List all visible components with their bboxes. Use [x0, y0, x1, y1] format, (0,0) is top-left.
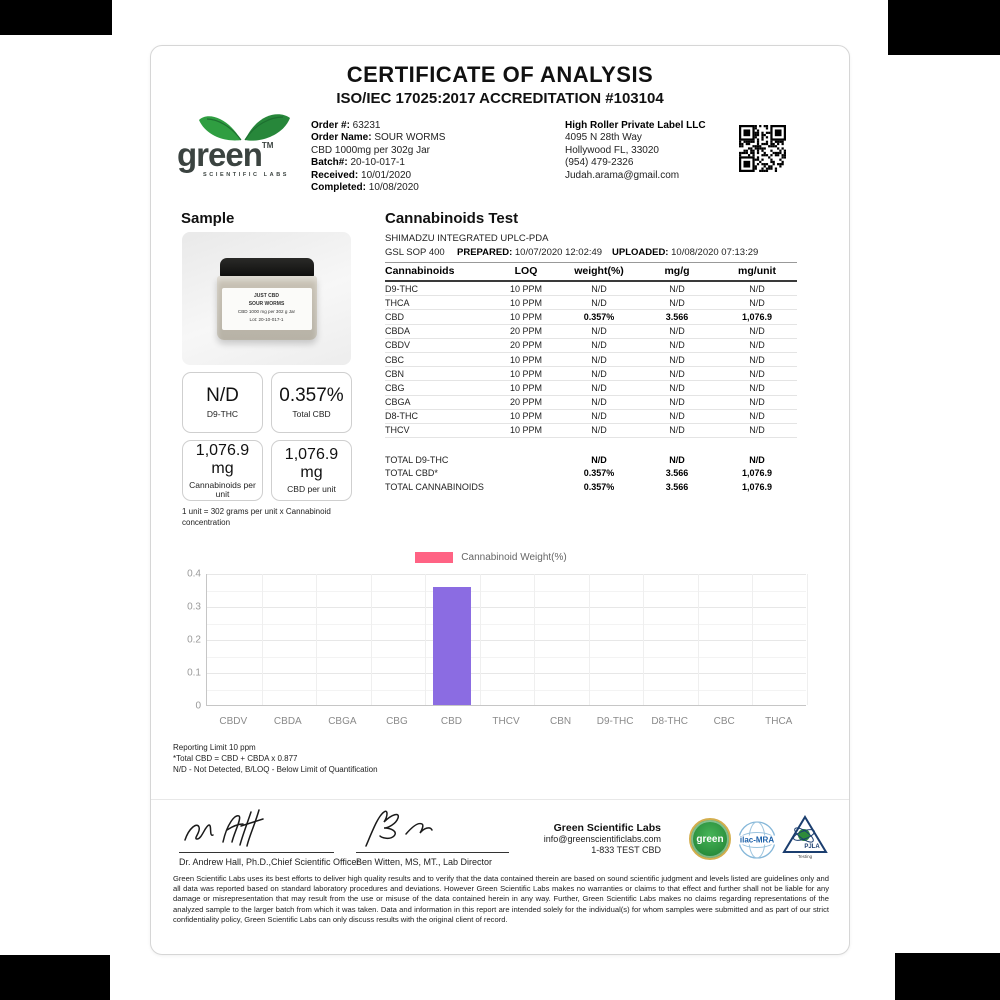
major-gridline — [207, 673, 806, 674]
vertical-gridline — [371, 574, 372, 705]
value-cell: N/D — [637, 423, 717, 437]
value-cell: N/D — [561, 338, 637, 352]
table-row — [385, 352, 797, 366]
order-info-line: Batch#: 20-10-017-1 — [311, 157, 405, 169]
y-tick-label: 0.3 — [187, 601, 201, 613]
result-value: N/D — [206, 385, 239, 407]
vertical-gridline — [589, 574, 590, 705]
total-value: 1,076.9 — [741, 468, 773, 479]
value-cell: N/D — [717, 338, 797, 352]
minor-gridline — [207, 690, 806, 691]
pjla-badge — [781, 814, 829, 862]
value-cell: 10 PPM — [491, 310, 561, 324]
result-label: Total CBD — [292, 409, 331, 420]
value-cell: N/D — [637, 395, 717, 409]
table-row — [385, 395, 797, 409]
chart-x-axis-labels — [206, 716, 806, 727]
signer-1-name: Dr. Andrew Hall, Ph.D.,Chief Scientific Officer — [179, 857, 360, 867]
value-cell: N/D — [561, 352, 637, 366]
svg-text:PJLA: PJLA — [804, 844, 820, 850]
cannabinoids-test-heading: Cannabinoids Test — [385, 210, 519, 227]
client-info-line: Judah.arama@gmail.com — [565, 169, 680, 181]
value-cell: N/D — [561, 395, 637, 409]
photo-corner-bottom-right — [895, 953, 1000, 1000]
column-header: LOQ — [491, 263, 561, 282]
cannabinoids-table — [385, 262, 797, 438]
y-tick-label: 0 — [195, 700, 201, 712]
analyte-cell: D9-THC — [385, 281, 491, 296]
y-tick-label: 0.1 — [187, 667, 201, 679]
vertical-gridline — [480, 574, 481, 705]
analyte-cell: CBDA — [385, 324, 491, 338]
table-row — [385, 381, 797, 395]
sample-heading: Sample — [181, 210, 235, 227]
table-row — [385, 296, 797, 310]
analyte-cell: CBC — [385, 352, 491, 366]
x-tick-label: CBC — [713, 716, 735, 727]
value-cell: N/D — [561, 296, 637, 310]
table-row — [385, 324, 797, 338]
major-gridline — [207, 640, 806, 641]
value-cell: N/D — [637, 324, 717, 338]
table-row — [385, 367, 797, 381]
value-cell: 0.357% — [561, 310, 637, 324]
qr-code — [739, 125, 786, 172]
table-row — [385, 423, 797, 437]
value-cell: N/D — [637, 281, 717, 296]
value-cell: N/D — [561, 409, 637, 423]
value-cell: N/D — [561, 367, 637, 381]
jar-label-line: CBD 1000 mg per 302 g Jar — [237, 309, 296, 314]
green-seal-badge: green — [689, 818, 731, 860]
order-info — [311, 120, 561, 194]
result-label: CBD per unit — [287, 484, 336, 495]
value-cell: N/D — [637, 352, 717, 366]
totals-table — [385, 453, 797, 494]
certificate-document — [150, 45, 850, 955]
value-cell: N/D — [717, 423, 797, 437]
disclaimer-text: Green Scientific Labs uses its best efforts to deliver high quality results and to verify that the data contained therein are based on sound scientific judgment and levels listed are guidelines only and all data was reported based on standard laboratory procedures and deviations. However Green Scientific Labs makes no warranties or claims to that effect and further shall not be liable for any damage or misrepresentation that may result from the use or misuse of the data contained herein in any way. Further, Green Scientific Labs makes no claims regarding representations of the analyzed sample to the larger batch from which it was taken. Data and information in this report are intended solely for the individual(s) for whom samples were submitted and as part of our strict confidentiality policy, Green Scientific Labs can only discuss results with the original client of record. — [173, 874, 829, 924]
value-cell: 10 PPM — [491, 352, 561, 366]
x-tick-label: CBGA — [328, 716, 357, 727]
analyte-cell: CBDV — [385, 338, 491, 352]
client-info — [565, 120, 740, 182]
value-cell: N/D — [561, 324, 637, 338]
order-info-line: Completed: 10/08/2020 — [311, 182, 419, 194]
vertical-gridline — [698, 574, 699, 705]
value-cell: 20 PPM — [491, 324, 561, 338]
analyte-cell: CBN — [385, 367, 491, 381]
value-cell: 10 PPM — [491, 367, 561, 381]
legend-label: Cannabinoid Weight(%) — [461, 552, 567, 563]
lab-name: Green Scientific Labs — [553, 822, 661, 834]
page-title: CERTIFICATE OF ANALYSIS — [346, 62, 654, 87]
x-tick-label: THCA — [765, 716, 793, 727]
client-info-line: 4095 N 28th Way — [565, 132, 642, 144]
jar-label — [222, 288, 312, 330]
value-cell: N/D — [637, 338, 717, 352]
vertical-gridline — [752, 574, 753, 705]
total-value: N/D — [669, 454, 685, 465]
result-box — [271, 440, 352, 501]
lab-phone: 1-833 TEST CBD — [591, 845, 661, 855]
result-value: 0.357% — [279, 385, 344, 407]
note-line: N/D - Not Detected, B/LOQ - Below Limit of Quantification — [173, 764, 378, 774]
table-header-row — [385, 263, 797, 282]
signature-line-2 — [356, 852, 509, 853]
analyte-cell: THCA — [385, 296, 491, 310]
test-meta-row — [385, 247, 805, 259]
order-info-line: Received: 10/01/2020 — [311, 169, 412, 181]
major-gridline — [207, 607, 806, 608]
value-cell: N/D — [717, 281, 797, 296]
vertical-gridline — [316, 574, 317, 705]
order-info-line: CBD 1000mg per 302g Jar — [311, 144, 430, 156]
total-label: TOTAL D9-THC — [385, 454, 449, 465]
sample-photo — [182, 232, 351, 365]
x-tick-label: CBD — [440, 716, 463, 727]
value-cell: 1,076.9 — [717, 310, 797, 324]
table-row — [385, 409, 797, 423]
vertical-gridline — [425, 574, 426, 705]
sop-label: GSL SOP 400 — [385, 247, 445, 258]
value-cell: N/D — [717, 381, 797, 395]
signer-2-name: Ben Witten, MS, MT., Lab Director — [356, 857, 493, 867]
jar-body — [217, 276, 317, 340]
value-cell: N/D — [717, 409, 797, 423]
chart-plot-area — [187, 568, 806, 712]
product-jar — [217, 258, 317, 340]
totals-row — [385, 480, 797, 494]
value-cell: N/D — [717, 395, 797, 409]
value-cell: N/D — [561, 423, 637, 437]
minor-gridline — [207, 591, 806, 592]
minor-gridline — [207, 624, 806, 625]
x-tick-label: CBN — [549, 716, 572, 727]
analyte-cell: CBD — [385, 310, 491, 324]
chart-legend — [171, 552, 811, 563]
totals-row — [385, 467, 797, 481]
svg-text:ilac-MRA: ilac-MRA — [739, 835, 775, 845]
total-label: TOTAL CANNABINOIDS — [385, 481, 484, 492]
x-tick-label: THCV — [492, 716, 520, 727]
value-cell: N/D — [717, 296, 797, 310]
signature-line-1 — [179, 852, 334, 853]
value-cell: N/D — [637, 381, 717, 395]
total-value: N/D — [749, 454, 765, 465]
total-value: 0.357% — [583, 468, 615, 479]
value-cell: 20 PPM — [491, 395, 561, 409]
client-name: High Roller Private Label LLC — [565, 120, 706, 131]
minor-gridline — [207, 657, 806, 658]
value-cell: N/D — [561, 281, 637, 296]
major-gridline — [207, 574, 806, 575]
value-cell: 10 PPM — [491, 409, 561, 423]
value-cell: 10 PPM — [491, 296, 561, 310]
vertical-gridline — [534, 574, 535, 705]
result-box — [271, 372, 352, 433]
vertical-gridline — [643, 574, 644, 705]
accreditation-subtitle: ISO/IEC 17025:2017 ACCREDITATION #103104 — [336, 90, 664, 107]
jar-lid — [220, 258, 314, 278]
order-info-line: Order #: 63231 — [311, 120, 381, 131]
vertical-gridline — [262, 574, 263, 705]
vertical-gridline — [807, 574, 808, 705]
prepared-timestamp: PREPARED: 10/07/2020 12:02:49 — [457, 247, 603, 258]
footer-divider — [151, 799, 849, 800]
report-notes — [173, 743, 378, 775]
photo-corner-top-right — [888, 0, 1000, 55]
jar-label-line: JUST CBD — [253, 293, 279, 299]
unit-note: 1 unit = 302 grams per unit x Cannabinoid concentration — [182, 507, 331, 527]
value-cell: N/D — [717, 324, 797, 338]
lab-contact-block — [519, 822, 661, 856]
analyte-cell: D8-THC — [385, 409, 491, 423]
uploaded-timestamp: UPLOADED: 10/08/2020 07:13:29 — [612, 247, 759, 258]
column-header: weight(%) — [561, 263, 637, 282]
svg-text:Testing: Testing — [797, 854, 813, 859]
legend-swatch — [415, 552, 453, 563]
instrument-name: SHIMADZU INTEGRATED UPLC-PDA — [385, 233, 549, 244]
green-scientific-labs-logo — [175, 112, 315, 188]
analyte-cell: CBGA — [385, 395, 491, 409]
result-value: 1,076.9 mg — [284, 446, 339, 482]
trademark-symbol: TM — [261, 141, 274, 150]
value-cell: N/D — [637, 409, 717, 423]
value-cell: 10 PPM — [491, 281, 561, 296]
table-row — [385, 310, 797, 324]
result-value: 1,076.9 mg — [195, 441, 250, 477]
signature-andrew-hall — [179, 806, 309, 850]
column-header: Cannabinoids — [385, 263, 491, 282]
result-box — [182, 440, 263, 501]
total-value: 3.566 — [665, 481, 689, 492]
result-label: D9-THC — [206, 409, 239, 420]
x-tick-label: D9-THC — [596, 716, 634, 727]
analyte-cell: CBG — [385, 381, 491, 395]
lab-email: info@greenscientificlabs.com — [543, 834, 661, 844]
jar-label-line: Lot: 20-10-017-1 — [249, 316, 284, 322]
photo-corner-top-left — [0, 0, 112, 35]
note-line: *Total CBD = CBD + CBDA x 0.877 — [173, 753, 298, 763]
value-cell: 10 PPM — [491, 423, 561, 437]
value-cell: N/D — [717, 352, 797, 366]
y-tick-label: 0.2 — [187, 634, 201, 646]
ilac-mra-badge — [735, 819, 779, 861]
logo-wordmark: green™ — [177, 136, 274, 173]
result-label: Cannabinoids per unit — [189, 479, 256, 499]
note-line: Reporting Limit 10 ppm — [173, 743, 256, 752]
client-info-line: (954) 479-2326 — [565, 157, 634, 169]
total-value: N/D — [591, 454, 607, 465]
table-row — [385, 281, 797, 296]
x-tick-label: CBG — [386, 716, 408, 727]
total-value: 3.566 — [665, 468, 689, 479]
total-label: TOTAL CBD* — [385, 468, 438, 479]
x-tick-label: D8-THC — [651, 716, 688, 727]
x-tick-label: CBDA — [273, 716, 302, 727]
bar-cbd — [433, 587, 471, 705]
value-cell: N/D — [637, 296, 717, 310]
value-cell: 10 PPM — [491, 381, 561, 395]
total-value: 1,076.9 — [741, 481, 773, 492]
jar-label-line: SOUR WORMS — [248, 300, 285, 307]
column-header: mg/g — [637, 263, 717, 282]
value-cell: N/D — [717, 367, 797, 381]
result-box — [182, 372, 263, 433]
cannabinoid-weight-chart — [171, 546, 811, 742]
order-info-line: Order Name: SOUR WORMS — [311, 132, 446, 144]
column-header: mg/unit — [717, 263, 797, 282]
value-cell: N/D — [561, 381, 637, 395]
value-cell: 3.566 — [637, 310, 717, 324]
value-cell: 20 PPM — [491, 338, 561, 352]
value-cell: N/D — [637, 367, 717, 381]
y-tick-label: 0.4 — [187, 568, 201, 580]
totals-row — [385, 453, 797, 467]
analyte-cell: THCV — [385, 423, 491, 437]
signature-ben-witten — [356, 806, 486, 850]
total-value: 0.357% — [583, 481, 615, 492]
logo-subtext: SCIENTIFIC LABS — [203, 172, 290, 178]
photo-corner-bottom-left — [0, 955, 110, 1000]
table-row — [385, 338, 797, 352]
client-info-line: Hollywood FL, 33020 — [565, 144, 659, 156]
x-tick-label: CBDV — [219, 716, 248, 727]
